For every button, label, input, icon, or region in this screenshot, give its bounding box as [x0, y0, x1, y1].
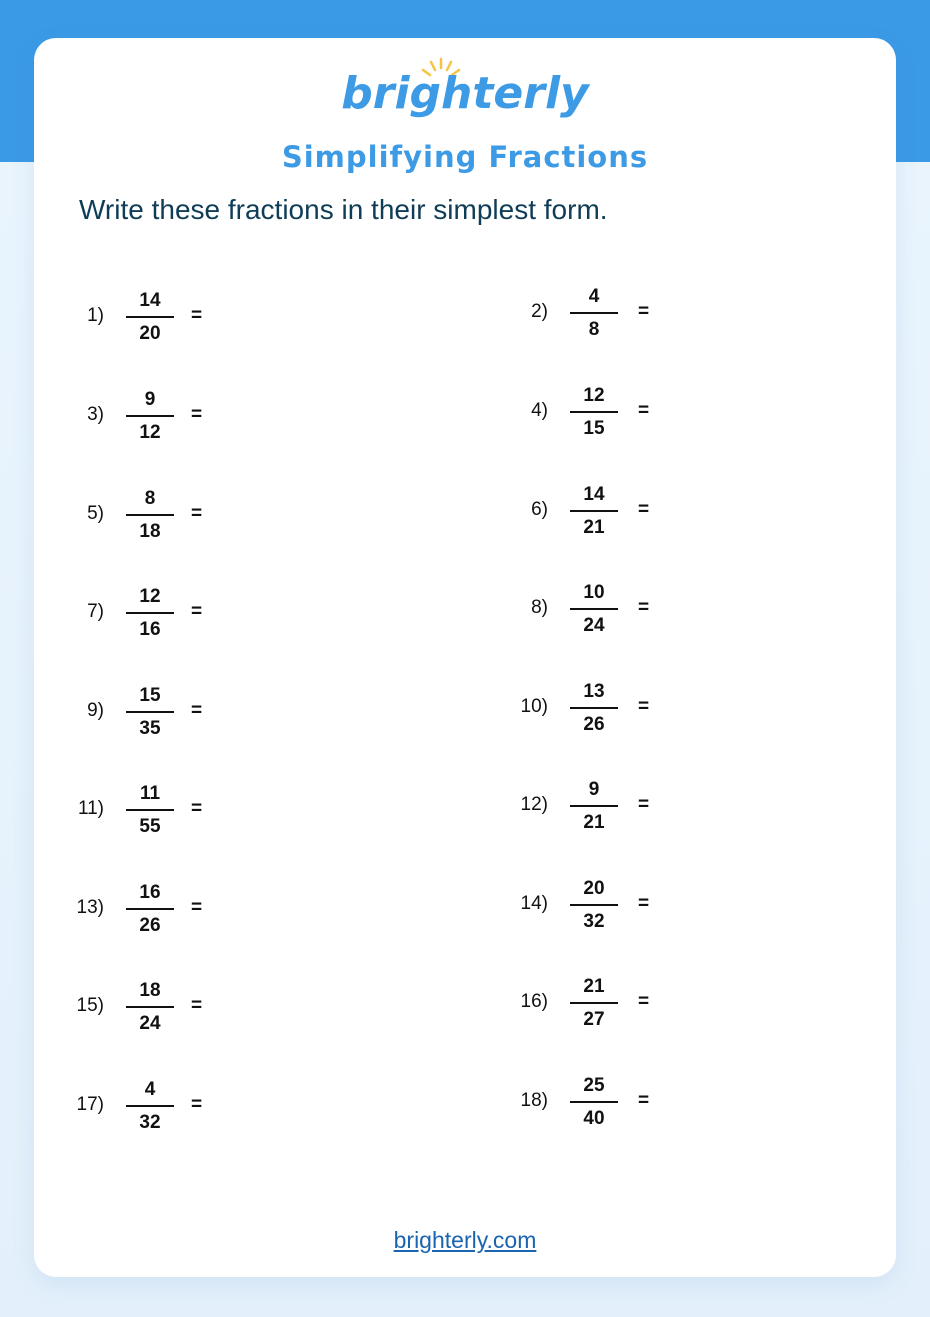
- logo-svg: [341, 58, 589, 130]
- equals-sign: =: [638, 301, 650, 322]
- denominator: 35: [139, 718, 161, 739]
- problem-number: 2): [531, 301, 548, 322]
- problem-number: 15): [76, 995, 104, 1016]
- fraction: [126, 1077, 174, 1136]
- equals-sign: =: [638, 400, 650, 421]
- denominator: 18: [139, 521, 161, 542]
- numerator: 18: [139, 980, 161, 1001]
- denominator: 24: [583, 615, 605, 636]
- problem-number: 17): [76, 1094, 104, 1115]
- equals-sign: =: [191, 700, 203, 721]
- problem-number: 13): [76, 897, 104, 918]
- fraction: [570, 580, 618, 639]
- equals-sign: =: [191, 404, 203, 425]
- denominator: 16: [139, 619, 161, 640]
- instructions: Write these fractions in their simplest form.: [79, 194, 608, 225]
- numerator: 16: [139, 882, 161, 903]
- worksheet-title: Simplifying Fractions: [281, 140, 649, 174]
- denominator: 32: [139, 1112, 161, 1133]
- problem-number: 8): [531, 597, 548, 618]
- fraction: [570, 482, 618, 541]
- equals-sign: =: [638, 597, 650, 618]
- numerator: 14: [139, 290, 161, 311]
- problem-number: 1): [87, 305, 104, 326]
- denominator: 32: [583, 911, 605, 932]
- equals-sign: =: [191, 1094, 203, 1115]
- footer: [0, 1227, 930, 1254]
- numerator: 11: [139, 783, 161, 804]
- numerator: 4: [588, 286, 600, 307]
- numerator: 14: [583, 484, 605, 505]
- equals-sign: =: [638, 696, 650, 717]
- numerator: 12: [583, 385, 605, 406]
- problem-number: 4): [531, 400, 548, 421]
- equals-sign: =: [638, 499, 650, 520]
- fraction: [126, 683, 174, 742]
- denominator: 21: [583, 517, 605, 538]
- problem-number: 10): [520, 696, 548, 717]
- numerator: 12: [139, 586, 161, 607]
- denominator: 24: [139, 1013, 161, 1034]
- fraction-bar: [126, 612, 174, 614]
- fraction: [126, 486, 174, 545]
- fraction-bar: [126, 908, 174, 910]
- problem-number: 18): [520, 1090, 548, 1111]
- problem-number: 11): [77, 798, 104, 819]
- fraction: [126, 288, 174, 347]
- fraction-bar: [570, 312, 618, 314]
- fraction-bar: [126, 809, 174, 811]
- fraction: [570, 679, 618, 738]
- equals-sign: =: [191, 897, 203, 918]
- problem-number: 5): [87, 503, 104, 524]
- equals-sign: =: [191, 503, 203, 524]
- denominator: 8: [588, 319, 600, 340]
- fraction-bar: [570, 1101, 618, 1103]
- denominator: 26: [583, 714, 605, 735]
- problem-number: 9): [87, 700, 104, 721]
- numerator: 13: [583, 681, 605, 702]
- problem-number: 3): [87, 404, 104, 425]
- denominator: 12: [139, 422, 161, 443]
- numerator: 9: [588, 779, 600, 800]
- fraction-bar: [570, 608, 618, 610]
- fraction-bar: [570, 707, 618, 709]
- denominator: 20: [139, 323, 161, 344]
- problem-number: 7): [87, 601, 104, 622]
- equals-sign: =: [638, 991, 650, 1012]
- fraction: [126, 978, 174, 1037]
- fraction-bar: [570, 904, 618, 906]
- fraction: [126, 781, 174, 840]
- numerator: 21: [583, 976, 605, 997]
- fraction-bar: [570, 1002, 618, 1004]
- numerator: 8: [144, 488, 156, 509]
- footer-link[interactable]: brighterly.com: [393, 1227, 537, 1253]
- fraction: [570, 876, 618, 935]
- denominator: 55: [139, 816, 161, 837]
- fraction-bar: [126, 1006, 174, 1008]
- equals-sign: =: [191, 601, 203, 622]
- fraction: [570, 974, 618, 1033]
- fraction-bar: [570, 805, 618, 807]
- denominator: 21: [583, 812, 605, 833]
- fraction-bar: [126, 514, 174, 516]
- denominator: 40: [583, 1108, 605, 1129]
- numerator: 25: [583, 1075, 605, 1096]
- fraction-bar: [570, 510, 618, 512]
- equals-sign: =: [638, 794, 650, 815]
- equals-sign: =: [638, 1090, 650, 1111]
- equals-sign: =: [191, 798, 203, 819]
- brand-logo: [0, 58, 930, 130]
- problem-number: 14): [520, 893, 548, 914]
- fraction-bar: [126, 415, 174, 417]
- fraction: [570, 383, 618, 442]
- problem-number: 6): [531, 499, 548, 520]
- equals-sign: =: [191, 995, 203, 1016]
- fraction-bar: [126, 1105, 174, 1107]
- numerator: 15: [139, 685, 161, 706]
- fraction: [126, 584, 174, 643]
- denominator: 26: [139, 915, 161, 936]
- fraction: [126, 880, 174, 939]
- numerator: 9: [144, 389, 156, 410]
- fraction-bar: [126, 316, 174, 318]
- problem-number: 12): [520, 794, 548, 815]
- numerator: 10: [583, 582, 605, 603]
- logo-text: brighterly: [341, 68, 589, 119]
- denominator: 27: [583, 1009, 605, 1030]
- fraction: [570, 1073, 618, 1132]
- fraction-bar: [570, 411, 618, 413]
- fraction: [570, 284, 618, 343]
- fraction: [570, 777, 618, 836]
- numerator: 20: [583, 878, 605, 899]
- problem-number: 16): [520, 991, 548, 1012]
- equals-sign: =: [638, 893, 650, 914]
- fraction: [126, 387, 174, 446]
- equals-sign: =: [191, 305, 203, 326]
- numerator: 4: [144, 1079, 156, 1100]
- fraction-bar: [126, 711, 174, 713]
- denominator: 15: [583, 418, 605, 439]
